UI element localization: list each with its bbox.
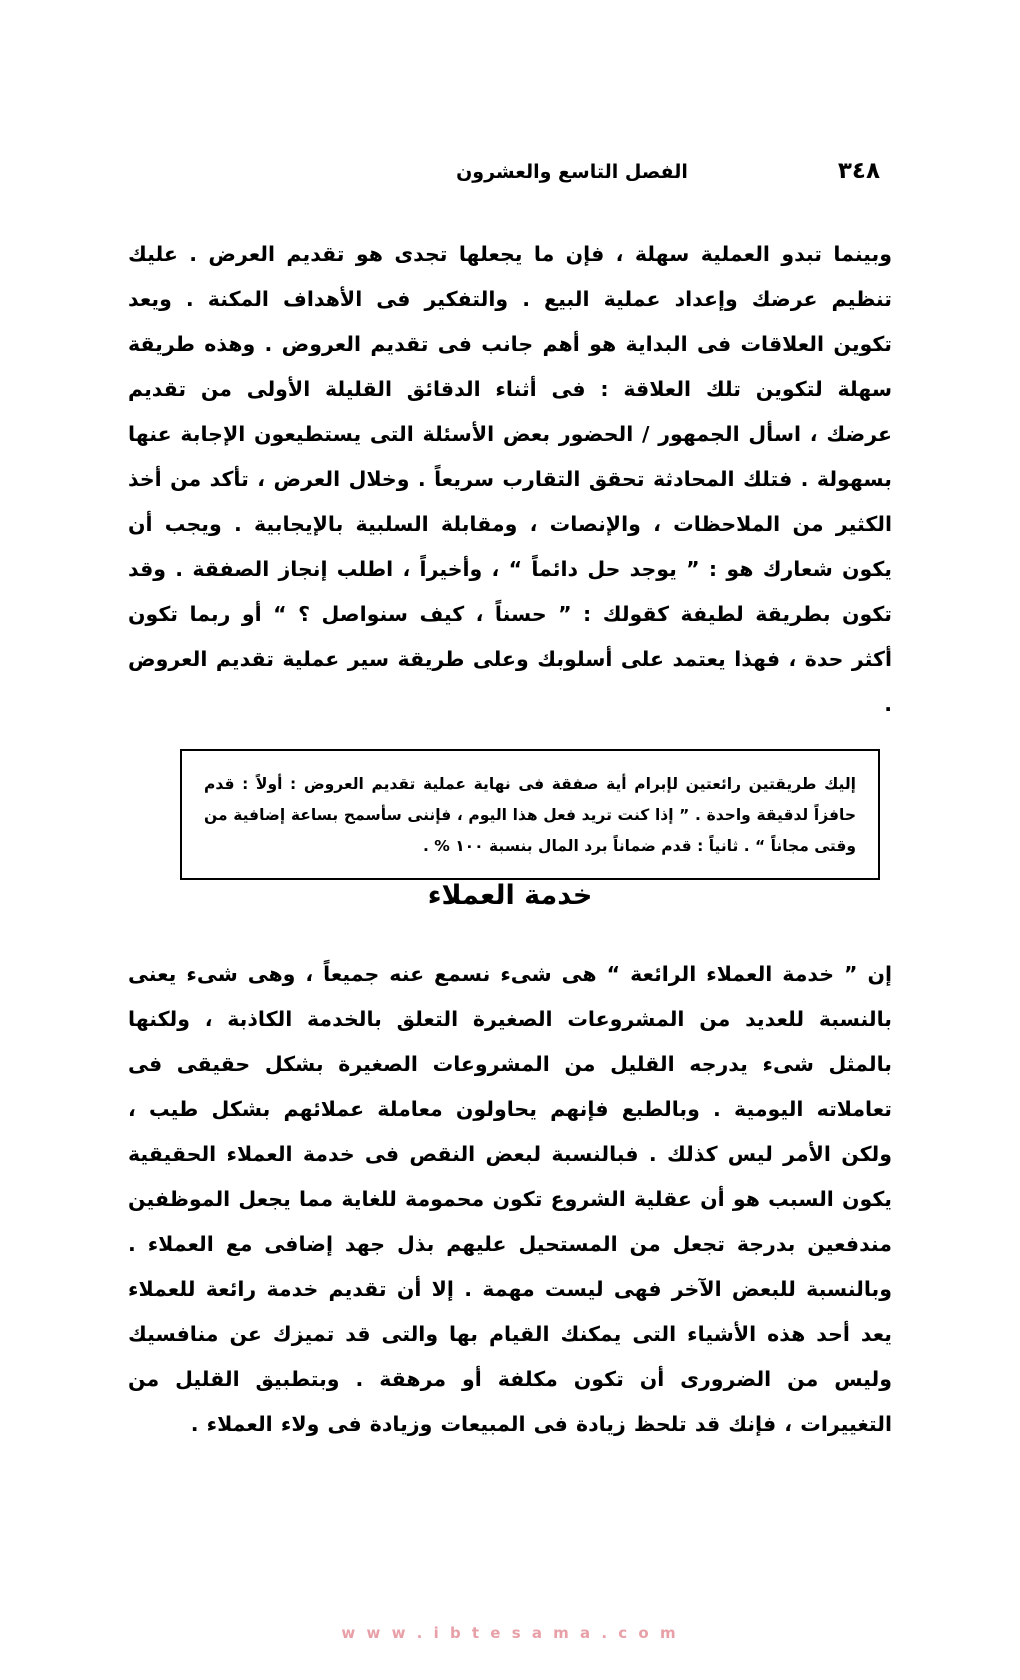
body-paragraph-two (128, 952, 892, 1447)
paragraph-text: إن ” خدمة العملاء الرائعة “ هى شىء نسمع عنه جميعاً ، وهى شىء يعنى بالنسبة للعديد من المشروعات الصغيرة التعلق بالخدمة الكاذبة ، ولكنها بالمثل شىء يدرجه القليل من المشروعات الصغيرة بشكل حقيقى فى تعاملاته اليومية . وبالطبع فإنهم يحاولون معاملة عملائهم بشكل طيب ، ولكن الأمر ليس كذلك . فبالنسبة لبعض النقص فى خدمة العملاء الحقيقية يكون السبب هو أن عقلية الشروع تكون محمومة للغاية مما يجعل الموظفين مندفعين بدرجة تجعل من المستحيل عليهم بذل جهد إضافى مع العملاء . وبالنسبة للبعض الآخر فهى ليست مهمة . إلا أن تقديم خدمة رائعة للعملاء يعد أحد هذه الأشياء التى يمكنك القيام بها والتى قد تميزك عن منافسيك وليس من الضرورى أن تكون مكلفة أو مرهقة . وبتطبيق القليل من التغييرات ، فإنك قد تلحظ زيادة فى المبيعات وزيادة فى ولاء العملاء . (128, 962, 892, 1436)
site-watermark: w w w . i b t e s a m a . c o m (341, 1624, 679, 1642)
callout-text: إليك طريقتين رائعتين لإبرام أية صفقة فى نهاية عملية تقديم العروض : أولاً : قدم حافزاً لدقيقة واحدة . ” إذا كنت تريد فعل هذا اليوم ، فإننى سأسمح بساعة إضافية من وقتى مجاناً “ . ثانياً : قدم ضماناً برد المال بنسبة ١٠٠ % . (204, 775, 856, 855)
page-number: ٣٤٨ (837, 158, 880, 184)
chapter-title: الفصل التاسع والعشرون (456, 161, 688, 183)
callout-box (180, 749, 880, 880)
paragraph-text: وبينما تبدو العملية سهلة ، فإن ما يجعلها تجدى هو تقديم العرض . عليك تنظيم عرضك وإعداد عملية البيع . والتفكير فى الأهداف المكنة . ويعد تكوين العلاقات فى البداية هو أهم جانب فى تقديم العروض . وهذه طريقة سهلة لتكوين تلك العلاقة : فى أثناء الدقائق القليلة الأولى من تقديم عرضك ، اسأل الجمهور / الحضور بعض الأسئلة التى يستطيعون الإجابة عنها بسهولة . فتلك المحادثة تحقق التقارب سريعاً . وخلال العرض ، تأكد من أخذ الكثير من الملاحظات ، والإنصات ، ومقابلة السلبية بالإيجابية . ويجب أن يكون شعارك هو : ” يوجد حل دائماً “ ، وأخيراً ، اطلب إنجاز الصفقة . وقد تكون بطريقة لطيفة كقولك : ” حسناً ، كيف سنواصل ؟ “ أو ربما تكون أكثر حدة ، فهذا يعتمد على أسلوبك وعلى طريقة سير عملية تقديم العروض . (128, 242, 892, 716)
body-paragraph-one (128, 232, 892, 727)
running-head (140, 158, 880, 192)
section-heading: خدمة العملاء (427, 880, 593, 911)
